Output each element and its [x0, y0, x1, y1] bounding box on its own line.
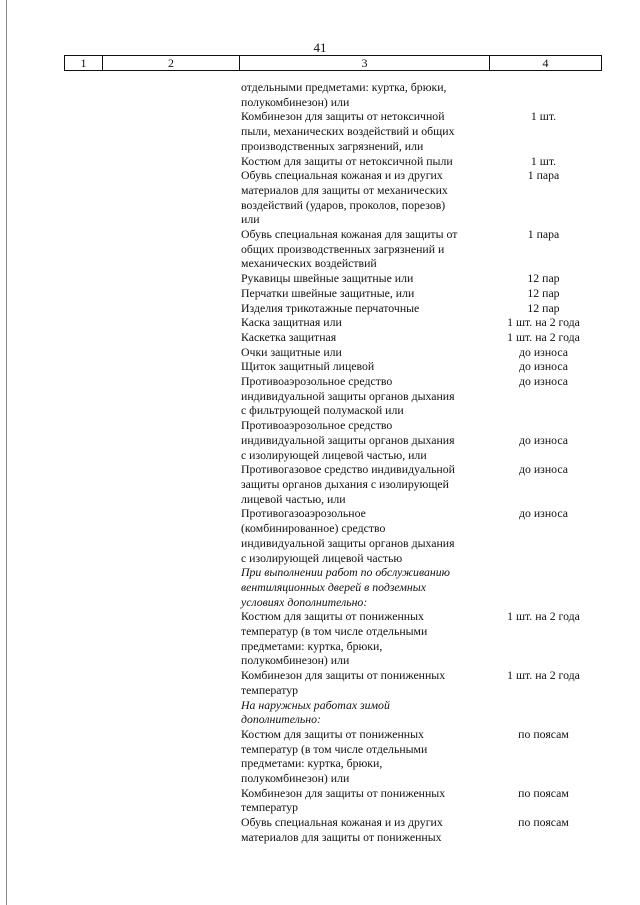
column-header-1: 1	[65, 56, 103, 70]
issue-norm-cell	[486, 345, 601, 360]
table-row	[241, 109, 601, 153]
issue-norm-cell	[486, 609, 601, 624]
issue-norm-cell	[486, 668, 601, 683]
table-row	[241, 374, 601, 418]
item-name-line: материалов для защиты от механических	[241, 182, 448, 197]
issue-norm-value: до износа	[519, 374, 568, 389]
table-row	[241, 815, 601, 844]
table-row	[241, 727, 601, 786]
item-name-line: Обувь специальная кожаная и из других	[241, 168, 443, 183]
issue-norm-cell	[486, 315, 601, 330]
item-name-line: Каска защитная или	[241, 315, 342, 330]
item-name-line: Обувь специальная кожаная для защиты от	[241, 227, 458, 242]
table-row	[241, 506, 601, 565]
item-name-line: вентиляционных дверей в подземных	[241, 579, 426, 594]
issue-norm-cell	[486, 462, 601, 477]
item-name-line: При выполнении работ по обслуживанию	[241, 565, 450, 580]
item-name-cell	[241, 418, 486, 462]
item-name-cell	[241, 506, 486, 565]
issue-norm-value: 1 шт. на 2 года	[507, 668, 580, 683]
item-name-line: Изделия трикотажные перчаточные	[241, 300, 420, 315]
item-name-line: Очки защитные или	[241, 344, 342, 359]
item-name-line: с изолирующей лицевой частью, или	[241, 447, 427, 462]
item-name-line: воздействий (ударов, проколов, порезов)	[241, 197, 446, 212]
item-name-line: условиях дополнительно:	[241, 594, 368, 609]
item-name-line: полукомбинезон) или	[241, 653, 350, 668]
item-name-line: общих производственных загрязнений и	[241, 241, 445, 256]
item-name-line: Комбинезон для защиты от пониженных	[241, 668, 446, 683]
column-header-2: 2	[103, 56, 240, 70]
item-name-line: полукомбинезон) или	[241, 94, 350, 109]
issue-norm-cell	[486, 154, 601, 169]
item-name-line: Каскетка защитная	[241, 329, 337, 344]
issue-norm-cell	[486, 109, 601, 124]
item-name-line: дополнительно:	[241, 712, 321, 727]
issue-norm-value: 1 шт. на 2 года	[507, 315, 580, 330]
issue-norm-value: 12 пар	[527, 271, 560, 286]
issue-norm-cell	[486, 786, 601, 801]
section-heading-row	[241, 565, 601, 609]
issue-norm-cell	[486, 227, 601, 242]
issue-norm-cell	[486, 271, 601, 286]
item-name-cell	[241, 609, 486, 668]
item-name-cell	[241, 374, 486, 418]
item-name-line: Щиток защитный лицевой	[241, 359, 375, 374]
item-name-cell	[241, 80, 486, 109]
item-name-cell	[241, 286, 486, 301]
item-name-line: Костюм для защиты от пониженных	[241, 726, 424, 741]
table-row	[241, 154, 601, 169]
item-name-cell	[241, 359, 486, 374]
table-row	[241, 315, 601, 330]
item-name-cell	[241, 565, 486, 609]
scan-edge	[6, 0, 7, 905]
item-name-line: Костюм для защиты от нетоксичной пыли	[241, 153, 453, 168]
item-name-cell	[241, 315, 486, 330]
issue-norm-cell	[486, 727, 601, 742]
issue-norm-cell	[486, 374, 601, 389]
item-name-line: материалов для защиты от пониженных	[241, 829, 442, 844]
issue-norm-value: по поясам	[518, 726, 569, 741]
item-name-line: Комбинезон для защиты от пониженных	[241, 785, 446, 800]
item-name-cell	[241, 668, 486, 697]
issue-norm-value: по поясам	[518, 815, 569, 830]
table-row	[241, 359, 601, 374]
issue-norm-cell	[486, 286, 601, 301]
item-name-line: предметами: куртка, брюки,	[241, 756, 383, 771]
table-row	[241, 462, 601, 506]
item-name-cell	[241, 330, 486, 345]
table-row	[241, 301, 601, 316]
item-name-line: Рукавицы швейные защитные или	[241, 271, 414, 286]
item-name-line: предметами: куртка, брюки,	[241, 638, 383, 653]
table-row	[241, 330, 601, 345]
table-row	[241, 271, 601, 286]
issue-norm-value: до износа	[519, 359, 568, 374]
item-name-line: Противоаэрозольное средство	[241, 374, 393, 389]
item-name-cell	[241, 462, 486, 506]
item-name-line: или	[241, 212, 260, 227]
issue-norm-value: 1 пара	[527, 227, 560, 242]
item-name-line: индивидуальной защиты органов дыхания	[241, 388, 455, 403]
table-row	[241, 609, 601, 668]
item-name-line: пыли, механических воздействий и общих	[241, 124, 455, 139]
table-row	[241, 668, 601, 697]
item-name-line: производственных загрязнений, или	[241, 138, 424, 153]
item-name-cell	[241, 345, 486, 360]
item-name-line: лицевой частью, или	[241, 491, 346, 506]
table-row	[241, 80, 601, 109]
item-name-cell	[241, 227, 486, 271]
issue-norm-value: 1 шт. на 2 года	[507, 329, 580, 344]
item-name-cell	[241, 271, 486, 286]
item-name-cell	[241, 168, 486, 227]
item-name-cell	[241, 698, 486, 727]
issue-norm-value: до износа	[519, 506, 568, 521]
issue-norm-value: 12 пар	[527, 300, 560, 315]
page-number: 41	[313, 40, 327, 55]
issue-norm-value: до износа	[519, 462, 568, 477]
item-name-cell	[241, 301, 486, 316]
issue-norm-cell	[486, 815, 601, 830]
item-name-line: На наружных работах зимой	[241, 697, 390, 712]
table-row	[241, 227, 601, 271]
item-name-line: Противогазовое средство индивидуальной	[241, 462, 455, 477]
table-row	[241, 345, 601, 360]
table-header	[64, 55, 602, 71]
issue-norm-value: до износа	[519, 432, 568, 447]
item-name-line: с фильтрующей полумаской или	[241, 403, 404, 418]
item-name-line: температур	[241, 800, 299, 815]
item-name-line: механических воздействий	[241, 256, 377, 271]
item-name-line: Противогазоаэрозольное	[241, 506, 366, 521]
table-row	[241, 786, 601, 815]
issue-norm-value: по поясам	[518, 785, 569, 800]
issue-norm-cell	[486, 418, 601, 447]
item-name-line: (комбинированное) средство	[241, 521, 386, 536]
item-name-line: Обувь специальная кожаная и из других	[241, 815, 443, 830]
issue-norm-value: до износа	[519, 344, 568, 359]
item-name-line: Противоаэрозольное средство	[241, 418, 393, 433]
item-name-line: температур (в том числе отдельными	[241, 624, 428, 639]
item-name-line: индивидуальной защиты органов дыхания	[241, 432, 455, 447]
item-name-line: с изолирующей лицевой частью	[241, 550, 403, 565]
issue-norm-value: 1 шт.	[530, 153, 557, 168]
column-header-4: 4	[542, 56, 549, 70]
column-header-3: 3	[240, 56, 490, 70]
item-name-line: полукомбинезон) или	[241, 771, 350, 786]
item-name-cell	[241, 786, 486, 815]
item-name-line: Комбинезон для защиты от нетоксичной	[241, 109, 445, 124]
item-name-line: температур	[241, 682, 299, 697]
issue-norm-cell	[486, 359, 601, 374]
item-name-line: температур (в том числе отдельными	[241, 741, 428, 756]
issue-norm-cell	[486, 301, 601, 316]
table-row	[241, 286, 601, 301]
section-heading-row	[241, 698, 601, 727]
item-name-cell	[241, 109, 486, 153]
issue-norm-cell	[486, 330, 601, 345]
table-row	[241, 168, 601, 227]
item-name-line: Перчатки швейные защитные, или	[241, 285, 415, 300]
item-name-line: индивидуальной защиты органов дыхания	[241, 535, 455, 550]
item-name-cell	[241, 727, 486, 786]
table-row	[241, 418, 601, 462]
issue-norm-cell	[486, 168, 601, 183]
issue-norm-value: 1 шт.	[530, 109, 557, 124]
issue-norm-cell	[486, 506, 601, 521]
item-name-cell	[241, 154, 486, 169]
item-name-line: защиты органов дыхания с изолирующей	[241, 476, 449, 491]
item-name-line: отдельными предметами: куртка, брюки,	[241, 80, 447, 94]
issue-norm-value: 12 пар	[527, 285, 560, 300]
item-name-line: Костюм для защиты от пониженных	[241, 609, 424, 624]
issue-norm-value: 1 шт. на 2 года	[507, 609, 580, 624]
issue-norm-value: 1 пара	[527, 168, 560, 183]
item-name-cell	[241, 815, 486, 844]
table-body	[241, 80, 601, 845]
